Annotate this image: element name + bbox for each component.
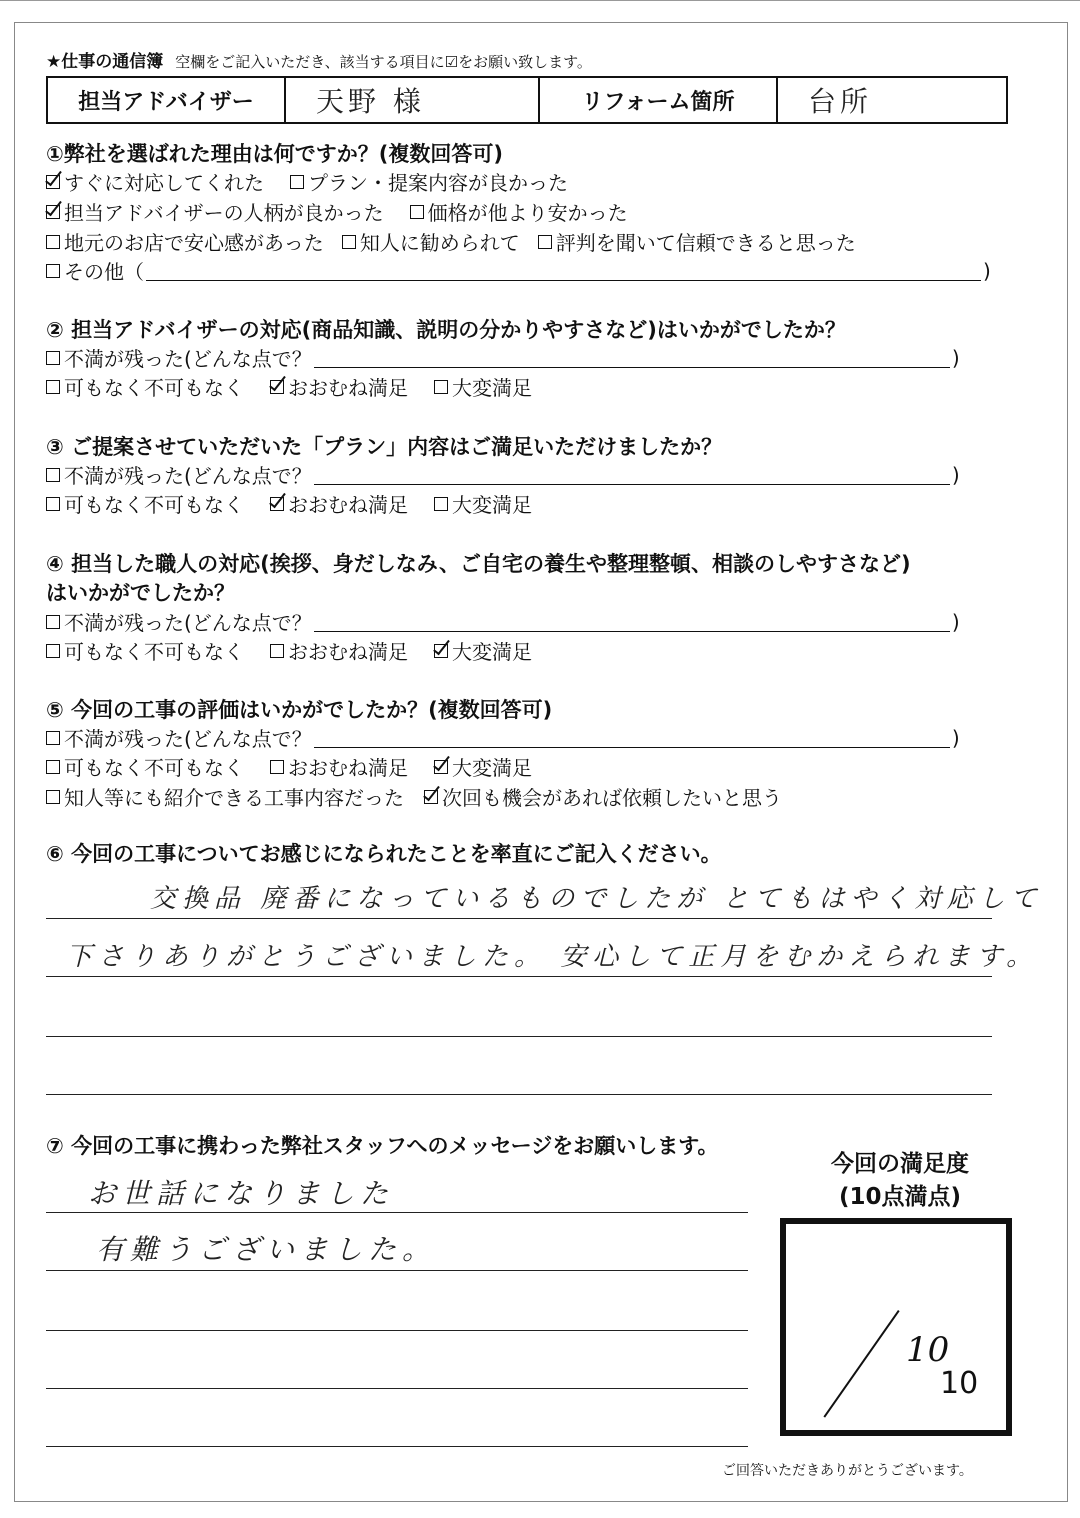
q3-option-1[interactable] [270,489,408,518]
checkbox[interactable] [46,644,60,658]
checkbox[interactable] [270,760,284,774]
checkbox[interactable] [434,644,448,658]
q1-option-3[interactable] [410,197,628,226]
q5-options-row [46,752,558,781]
checkbox[interactable] [46,205,60,219]
q6-write-line[interactable] [46,976,992,977]
checkbox[interactable] [46,615,60,629]
q6-answer-line1: 交換品 廃番になっているものでしたが とてもはやく対応して [150,884,1043,914]
q3-option-2-label: 大変満足 [452,493,532,517]
q5-option-0-label: 可もなく不可もなく [64,756,244,780]
q1-option-0[interactable] [46,167,264,196]
q7-write-line[interactable] [46,1330,748,1331]
satisfaction-title-line2: (10点満点) [838,1184,962,1210]
q7-write-line[interactable] [46,1212,748,1213]
checkbox[interactable] [46,351,60,365]
q5-option2-0-label: 知人等にも紹介できる工事内容だった [64,786,404,810]
q1-option-5[interactable] [342,227,520,256]
q6-write-line[interactable] [46,1094,992,1095]
adviser-value[interactable]: 天野 様 [286,78,540,122]
q6-write-line[interactable] [46,918,992,919]
satisfaction-box[interactable] [780,1218,1012,1436]
checkbox[interactable] [46,731,60,745]
q4-option-0[interactable] [46,636,244,665]
q1-question: ①弊社を選ばれた理由は何ですか？(複数回答可) [46,142,503,166]
top-rule [0,0,1080,1]
checkbox[interactable] [46,264,60,278]
close-paren: ) [951,345,960,370]
checkbox[interactable] [270,497,284,511]
q1-option-2-label: 担当アドバイザーの人柄が良かった [64,201,384,225]
q1-other-row [46,256,991,285]
checkbox[interactable] [538,235,552,249]
q3-option-1-label: おおむね満足 [288,493,408,517]
checkbox[interactable] [46,790,60,804]
q2-options-row [46,372,558,401]
q1-row2 [46,197,654,226]
checkbox[interactable] [410,205,424,219]
q5-option-2-label: 大変満足 [452,756,532,780]
q1-other-label: その他（ [64,260,144,284]
q5-question: ⑤ 今回の工事の評価はいかがでしたか？(複数回答可) [46,698,553,722]
q5-option2-0[interactable] [46,782,404,811]
q3-question: ③ ご提案させていただいた「プラン」内容はご満足いただけましたか？ [46,435,723,459]
q1-option-3-label: 価格が他より安かった [427,201,628,225]
q4-dissatisfied-field[interactable] [314,611,950,632]
satisfaction-max: 10 [940,1366,979,1401]
q4-options-row [46,636,558,665]
q7-write-line[interactable] [46,1270,748,1271]
checkbox[interactable] [270,644,284,658]
checkbox[interactable] [434,760,448,774]
q5-dissatisfied-field[interactable] [314,727,950,748]
form-title [46,47,592,72]
reform-label: リフォーム箇所 [540,78,778,122]
q3-option-0-label: 可もなく不可もなく [64,493,244,517]
q3-option-2[interactable] [434,489,532,518]
satisfaction-title [788,1148,1012,1214]
checkbox[interactable] [46,235,60,249]
q1-option-2[interactable] [46,197,384,226]
close-paren: ) [983,258,991,283]
checkbox[interactable] [424,790,438,804]
q2-dissatisfied-label: 不満が残った(どんな点で？ [64,347,312,371]
q2-option-2[interactable] [434,372,532,401]
checkbox[interactable] [434,497,448,511]
checkbox[interactable] [342,235,356,249]
q2-dissatisfied-field[interactable] [314,347,950,368]
q2-option-1-label: おおむね満足 [288,376,408,400]
title-text: ★仕事の通信簿 [46,52,164,72]
close-paren: ) [951,462,960,487]
q2-option-2-label: 大変満足 [452,376,532,400]
q5-options2-row [46,782,808,811]
q7-answer-line1: お世話になりました [88,1177,395,1210]
q5-option-0[interactable] [46,752,244,781]
checkbox[interactable] [46,380,60,394]
q5-dissatisfied-label: 不満が残った(どんな点で？ [64,727,312,751]
q2-question: ② 担当アドバイザーの対応(商品知識、説明の分かりやすさなど)はいかがでしたか？ [46,318,846,342]
q4-option-2-label: 大変満足 [452,640,532,664]
q1-option-4-label: 地元のお店で安心感があった [64,231,324,255]
checkbox[interactable] [46,760,60,774]
q7-write-line[interactable] [46,1388,748,1389]
q6-write-line[interactable] [46,1036,992,1037]
q3-dissatisfied-label: 不満が残った(どんな点で？ [64,464,312,488]
q3-option-0[interactable] [46,489,244,518]
q1-option-1[interactable] [290,167,568,196]
q4-dissatisfied-row [46,607,960,636]
q2-option-1[interactable] [270,372,408,401]
q7-write-line[interactable] [46,1446,748,1447]
header-table [46,76,1008,124]
q4-option-1[interactable] [270,636,408,665]
adviser-label: 担当アドバイザー [48,78,286,122]
q4-dissatisfied-label: 不満が残った(どんな点で？ [64,611,312,635]
q5-option2-1-label: 次回も機会があれば依頼したいと思う [442,786,782,810]
q4-option-0-label: 可もなく不可もなく [64,640,244,664]
q1-row1 [46,167,594,196]
q5-option-2[interactable] [434,752,532,781]
q1-row3 [46,227,856,256]
q1-option-0-label: すぐに対応してくれた [64,171,264,195]
q1-option-1-label: プラン・提案内容が良かった [308,171,568,195]
reform-value[interactable]: 台所 [808,85,873,118]
q2-option-0[interactable] [46,372,244,401]
checkbox[interactable] [270,380,284,394]
q7-question: ⑦ 今回の工事に携わった弊社スタッフへのメッセージをお願いします。 [46,1134,719,1158]
q1-option-5-label: 知人に勧められて [359,231,520,255]
q7-answer-line2: 有難うございました。 [96,1233,437,1266]
close-paren: ) [951,609,960,634]
q2-dissatisfied-row [46,343,960,372]
checkbox[interactable] [46,175,60,189]
q5-dissatisfied-row [46,723,960,752]
q5-option2-1[interactable] [424,782,782,811]
q4-option-2[interactable] [434,636,532,665]
satisfaction-title-line1: 今回の満足度 [831,1151,969,1177]
checkbox[interactable] [434,380,448,394]
q1-option-6-label: 評判を聞いて信頼できると思った [555,231,856,255]
checkbox[interactable] [46,468,60,482]
q1-option-4[interactable] [46,227,324,256]
q4-question-line1: ④ 担当した職人の対応(挨拶、身だしなみ、ご自宅の養生や整理整頓、相談のしやすさなど) [46,552,911,576]
satisfaction-score: 10 [906,1330,950,1370]
q3-dissatisfied-field[interactable] [314,464,950,485]
q1-option-6[interactable] [538,227,856,256]
q6-question: ⑥ 今回の工事についてお感じになられたことを率直にご記入ください。 [46,842,722,866]
q3-dissatisfied-row [46,460,960,489]
footer-thanks: ご回答いただきありがとうございます。 [722,1463,973,1479]
q4-question-line2: はいかがでしたか？ [46,581,235,605]
checkbox[interactable] [290,175,304,189]
checkbox[interactable] [46,497,60,511]
q5-option-1-label: おおむね満足 [288,756,408,780]
close-paren: ) [951,725,960,750]
q1-other-field[interactable] [146,260,981,281]
q2-option-0-label: 可もなく不可もなく [64,376,244,400]
q4-option-1-label: おおむね満足 [288,640,408,664]
instruction-text: 空欄をご記入いただき、該当する項目に☑をお願い致します。 [175,53,592,71]
q6-answer-line2: 下さりありがとうございました。 安心して正月をむかえられます。 [66,942,1039,972]
q3-options-row [46,489,558,518]
q5-option-1[interactable] [270,752,408,781]
